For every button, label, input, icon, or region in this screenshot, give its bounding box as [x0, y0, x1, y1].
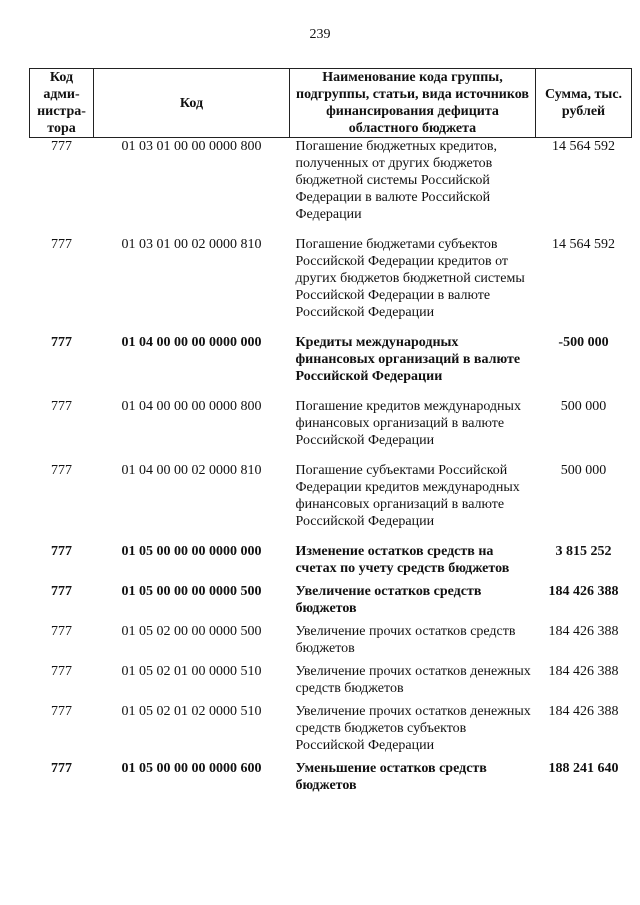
cell-name: Кредиты международных финансовых организаций в валюте Российской Федерации: [295, 335, 521, 384]
cell-code: 01 05 00 00 00 0000 500: [121, 584, 262, 599]
page-number: 239: [309, 27, 331, 42]
cell-admin-code: 777: [51, 399, 72, 414]
header-admin-code: Код адми-нистра-тора: [30, 69, 94, 138]
cell-sum: 14 564 592: [552, 237, 615, 252]
cell-sum: 184 426 388: [548, 584, 619, 599]
cell-code: 01 04 00 00 00 0000 800: [121, 399, 262, 414]
cell-name: Изменение остатков средств на счетах по учету средств бюджетов: [295, 544, 510, 576]
cell-code: 01 03 01 00 02 0000 810: [121, 237, 262, 252]
cell-code: 01 05 02 01 02 0000 510: [121, 704, 262, 719]
cell-sum: 3 815 252: [555, 544, 612, 559]
budget-sources-table: [29, 68, 632, 800]
cell-code: 01 04 00 00 00 0000 000: [121, 335, 262, 350]
table-body: [30, 138, 632, 801]
cell-sum: -500 000: [558, 335, 609, 350]
cell-admin-code: 777: [51, 761, 72, 776]
cell-admin-code: 777: [51, 544, 72, 559]
cell-name: Увеличение прочих остатков средств бюджетов: [295, 624, 516, 656]
cell-sum: 184 426 388: [548, 664, 619, 679]
cell-admin-code: 777: [51, 335, 72, 350]
cell-name: Погашение бюджетных кредитов, полученных от других бюджетов бюджетной системы Российской Федерации в валюте Российской Федерации: [295, 139, 497, 222]
cell-code: 01 05 02 00 00 0000 500: [121, 624, 262, 639]
cell-sum: 188 241 640: [548, 761, 619, 776]
cell-sum: 184 426 388: [548, 704, 619, 719]
cell-code: 01 05 00 00 00 0000 600: [121, 761, 262, 776]
table-row: [30, 462, 632, 543]
cell-code: 01 04 00 00 02 0000 810: [121, 463, 262, 478]
cell-name: Уменьшение остатков средств бюджетов: [295, 761, 487, 793]
table-header: [30, 69, 632, 138]
cell-admin-code: 777: [51, 704, 72, 719]
cell-admin-code: 777: [51, 664, 72, 679]
table-row: [30, 138, 632, 237]
table-row: [30, 398, 632, 462]
table-row: [30, 583, 632, 623]
table-row: [30, 334, 632, 398]
header-sum: Сумма, тыс. рублей: [536, 69, 632, 138]
cell-name: Увеличение остатков средств бюджетов: [295, 584, 482, 616]
header-name: Наименование кода группы, подгруппы, статьи, вида источников финансирования дефицита областного бюджета: [290, 69, 536, 138]
cell-sum: 500 000: [560, 399, 607, 414]
cell-admin-code: 777: [51, 463, 72, 478]
table-row: [30, 760, 632, 800]
cell-code: 01 05 02 01 00 0000 510: [121, 664, 262, 679]
table-row: [30, 663, 632, 703]
cell-sum: 184 426 388: [548, 624, 619, 639]
cell-admin-code: 777: [51, 584, 72, 599]
cell-name: Увеличение прочих остатков денежных средств бюджетов: [295, 664, 531, 696]
cell-sum: 500 000: [560, 463, 607, 478]
header-code: Код: [94, 69, 290, 138]
cell-name: Увеличение прочих остатков денежных средств бюджетов субъектов Российской Федерации: [295, 704, 531, 753]
table-row: [30, 236, 632, 334]
cell-admin-code: 777: [51, 237, 72, 252]
cell-sum: 14 564 592: [552, 139, 615, 154]
cell-admin-code: 777: [51, 139, 72, 154]
cell-code: 01 03 01 00 00 0000 800: [121, 139, 262, 154]
cell-code: 01 05 00 00 00 0000 000: [121, 544, 262, 559]
cell-name: Погашение кредитов международных финансовых организаций в валюте Российской Федерации: [295, 399, 521, 448]
cell-name: Погашение бюджетами субъектов Российской Федерации кредитов от других бюджетов бюджетной системы Российской Федерации в валюте Российской Федерации: [295, 237, 525, 320]
cell-name: Погашение субъектами Российской Федерации кредитов международных финансовых организаций в валюте Российской Федерации: [295, 463, 520, 529]
table-row: [30, 543, 632, 583]
table-row: [30, 623, 632, 663]
cell-admin-code: 777: [51, 624, 72, 639]
table-row: [30, 703, 632, 760]
